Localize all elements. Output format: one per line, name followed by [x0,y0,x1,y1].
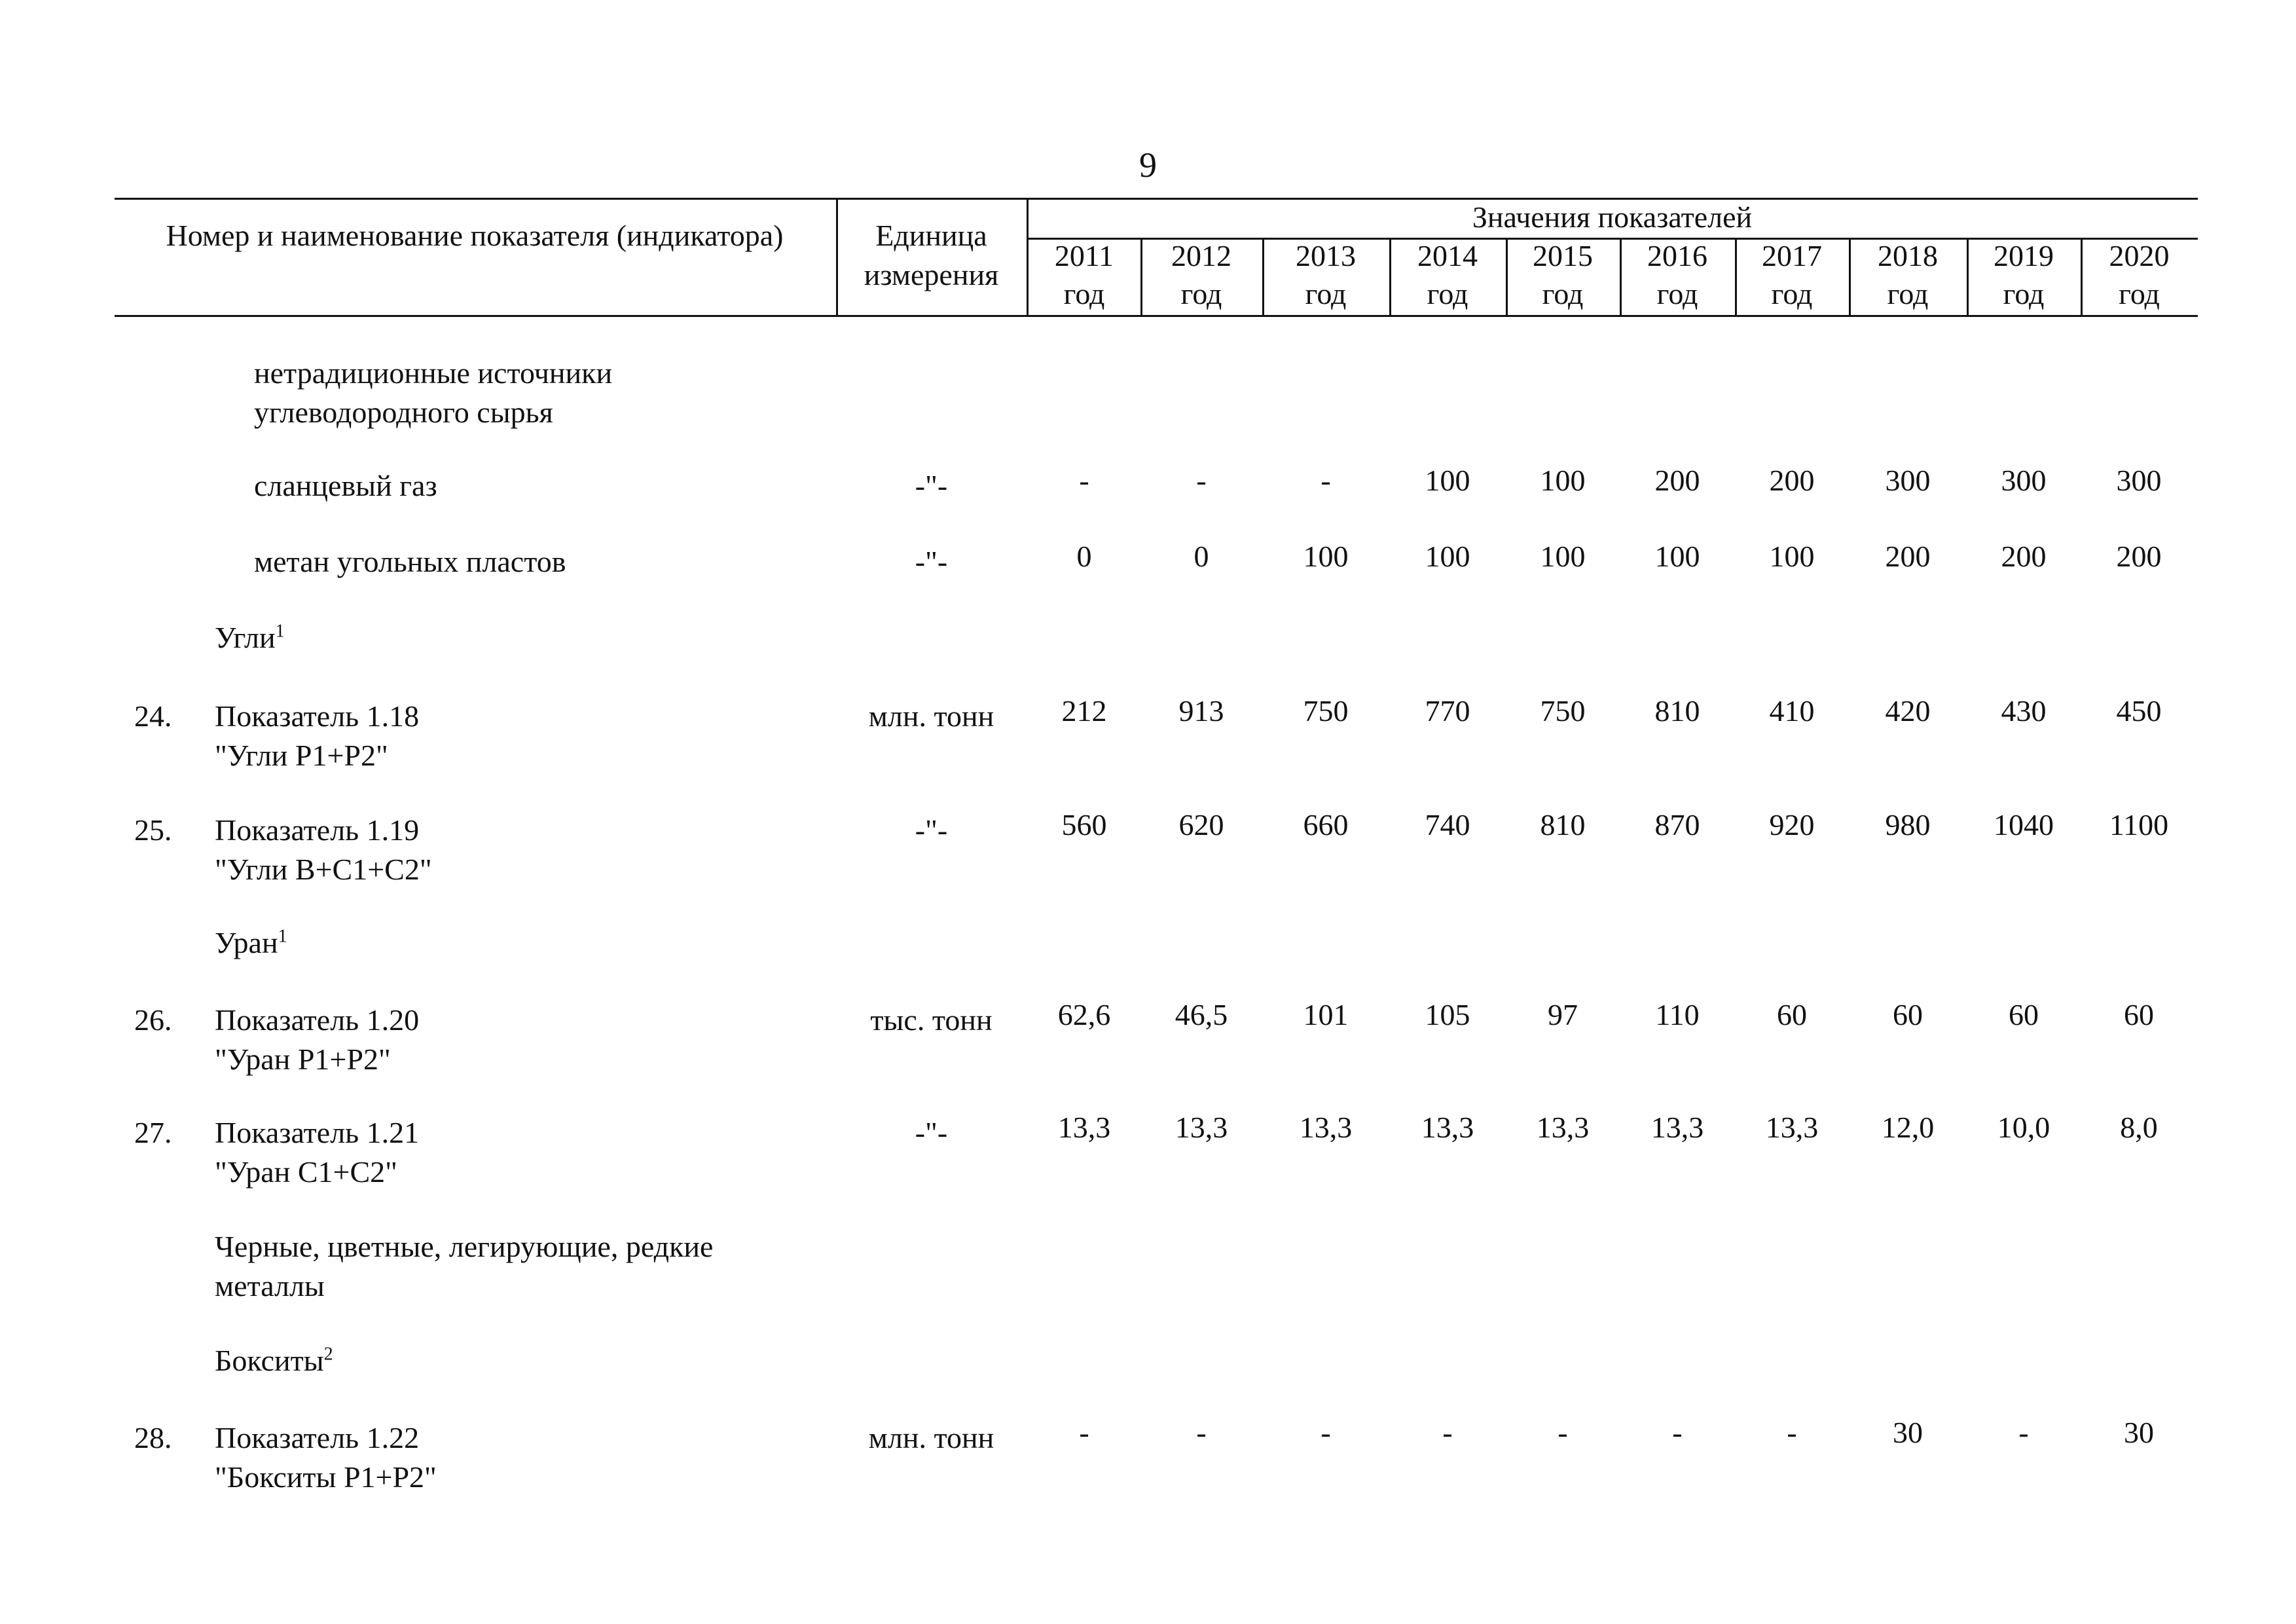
row-value: 430 [2001,694,2047,728]
year-suffix: год [1180,277,1222,310]
row-name-line: Показатель 1.20 [215,1003,420,1037]
year-divider [1849,238,1851,316]
row-value: 0 [1194,540,1209,573]
row-value: - [1196,1416,1207,1449]
year-header-cell [1262,237,1389,316]
row-value: 100 [1540,540,1586,573]
row-value: 913 [1178,694,1224,728]
row-value: 980 [1885,808,1931,841]
row-value: 13,3 [1421,1111,1474,1144]
year-header-cell [1735,237,1849,316]
year-label: 2014 [1417,239,1478,272]
year-label: 2020 [2109,239,2170,272]
row-name-line: Показатель 1.21 [215,1116,420,1149]
year-divider [2081,238,2083,316]
row-name-line: "Угли Р1+Р2" [215,739,388,772]
header-name-column: Номер и наименование показателя (индикатора) [166,219,784,252]
year-suffix: год [1542,277,1584,310]
row-value: 450 [2116,694,2162,728]
row-value: 62,6 [1057,998,1111,1031]
year-divider [1735,238,1737,316]
row-value: 200 [2001,540,2047,573]
row-name-line: Показатель 1.19 [215,813,420,847]
row-value: 8,0 [2120,1111,2158,1144]
row-number: 25. [134,813,172,847]
row-value: 60 [1777,998,1807,1031]
year-suffix: год [2003,277,2045,310]
year-header-cell [1620,237,1735,316]
row-value: 750 [1303,694,1349,728]
row-value: 13,3 [1057,1111,1111,1144]
year-header-cell [1389,237,1506,316]
row-value: - [1196,464,1207,497]
year-divider [1967,238,1969,316]
row-value: 300 [2001,464,2047,497]
row-value: 212 [1061,694,1107,728]
row-value: 620 [1178,808,1224,841]
row-value: - [1321,464,1331,497]
year-header-cell [2081,237,2198,316]
row-value: 105 [1425,998,1470,1031]
row-value: 110 [1655,998,1700,1031]
year-label: 2015 [1533,239,1593,272]
year-divider [1140,238,1142,316]
row-value: - [1442,1416,1453,1449]
row-value: 300 [2116,464,2162,497]
year-label: 2018 [1878,239,1938,272]
row-number: 27. [134,1116,172,1149]
row-value: 810 [1654,694,1700,728]
year-suffix: год [1656,277,1698,310]
year-header-cell [1140,237,1262,316]
row-value: 1040 [1994,808,2054,841]
row-value: 200 [1885,540,1931,573]
row-name-line: Бокситы$^2$ [215,1344,333,1377]
year-divider [1262,238,1264,316]
row-value: 101 [1303,998,1349,1031]
row-name-line: нетрадиционные источники [254,356,613,390]
row-name-line: Черные, цветные, легирующие, редкие [215,1230,714,1263]
row-unit: -"- [915,813,948,847]
row-value: - [1558,1416,1568,1449]
row-value: 13,3 [1175,1111,1228,1144]
footnote-marker: 1 [275,621,285,642]
row-name-line: сланцевый газ [254,469,437,502]
row-value: 0 [1076,540,1092,573]
year-divider [1620,238,1622,316]
row-value: - [1672,1416,1683,1449]
row-value: 200 [1769,464,1815,497]
year-header-cell [1506,237,1620,316]
row-value: 13,3 [1536,1111,1590,1144]
year-suffix: год [1305,277,1347,310]
row-value: 100 [1425,464,1470,497]
row-value: 200 [2116,540,2162,573]
row-value: 660 [1303,808,1349,841]
row-value: 100 [1769,540,1815,573]
year-header-cell [1967,237,2081,316]
row-name-line: Показатель 1.18 [215,699,420,733]
row-value: 770 [1425,694,1470,728]
row-unit: млн. тонн [868,699,994,733]
row-unit: млн. тонн [868,1421,994,1454]
year-header-cell [1028,237,1140,316]
year-suffix: год [1063,277,1105,310]
row-value: 13,3 [1765,1111,1819,1144]
row-name-line: углеводородного сырья [254,396,553,429]
row-value: 100 [1654,540,1700,573]
row-unit: -"- [915,469,948,502]
row-unit: -"- [915,1116,948,1149]
year-label: 2019 [1994,239,2054,272]
row-name-line: "Бокситы Р1+Р2" [215,1460,437,1494]
row-value: 60 [2124,998,2154,1031]
row-name-line: Уран$^1$ [215,926,287,959]
row-number: 24. [134,699,172,733]
row-value: 300 [1885,464,1931,497]
row-name-line: металлы [215,1269,325,1302]
row-value: 100 [1425,540,1470,573]
row-value: 10,0 [1997,1111,2050,1144]
row-value: - [2018,1416,2029,1449]
year-label: 2017 [1762,239,1822,272]
year-label: 2013 [1296,239,1356,272]
year-label: 2012 [1171,239,1231,272]
row-name-line: Показатель 1.22 [215,1421,420,1454]
row-value: 420 [1885,694,1931,728]
row-value: 1100 [2109,808,2169,841]
year-header-cell [1849,237,1967,316]
header-values-column: Значения показателей [1472,200,1753,234]
row-unit: -"- [915,545,948,578]
row-number: 26. [134,1003,172,1037]
row-name-line: "Уран Р1+Р2" [215,1043,391,1076]
year-divider [1389,238,1391,316]
row-name-line: "Уран С1+С2" [215,1155,397,1189]
year-suffix: год [1771,277,1813,310]
row-name-line: метан угольных пластов [254,545,566,578]
year-divider [1506,238,1508,316]
row-value: 30 [1893,1416,1923,1449]
row-value: 200 [1654,464,1700,497]
row-name-line: "Угли В+С1+С2" [215,853,432,886]
year-label: 2011 [1054,239,1114,272]
year-suffix: год [1887,277,1929,310]
row-value: 60 [1893,998,1923,1031]
row-value: 810 [1540,808,1586,841]
row-value: 870 [1654,808,1700,841]
row-value: 60 [2009,998,2039,1031]
row-value: 750 [1540,694,1586,728]
header-unit-column: Единица измерения [864,219,999,291]
row-name-line: Угли$^1$ [215,621,285,654]
row-value: 46,5 [1175,998,1228,1031]
row-value: - [1079,1416,1089,1449]
row-value: 97 [1548,998,1578,1031]
row-value: 13,3 [1299,1111,1353,1144]
footnote-marker: 2 [323,1344,333,1365]
row-value: - [1787,1416,1797,1449]
year-suffix: год [1427,277,1468,310]
row-value: 410 [1769,694,1815,728]
footnote-marker: 1 [278,926,287,947]
row-value: 12,0 [1881,1111,1935,1144]
row-value: 13,3 [1650,1111,1704,1144]
row-unit: тыс. тонн [870,1003,993,1037]
year-label: 2016 [1647,239,1707,272]
row-number: 28. [134,1421,172,1454]
row-value: 100 [1303,540,1349,573]
row-value: - [1321,1416,1331,1449]
row-value: 100 [1540,464,1586,497]
row-value: 920 [1769,808,1815,841]
year-suffix: год [2119,277,2160,310]
row-value: - [1079,464,1089,497]
page-number: 9 [1139,145,1157,185]
row-value: 740 [1425,808,1470,841]
row-value: 560 [1061,808,1107,841]
row-value: 30 [2124,1416,2154,1449]
